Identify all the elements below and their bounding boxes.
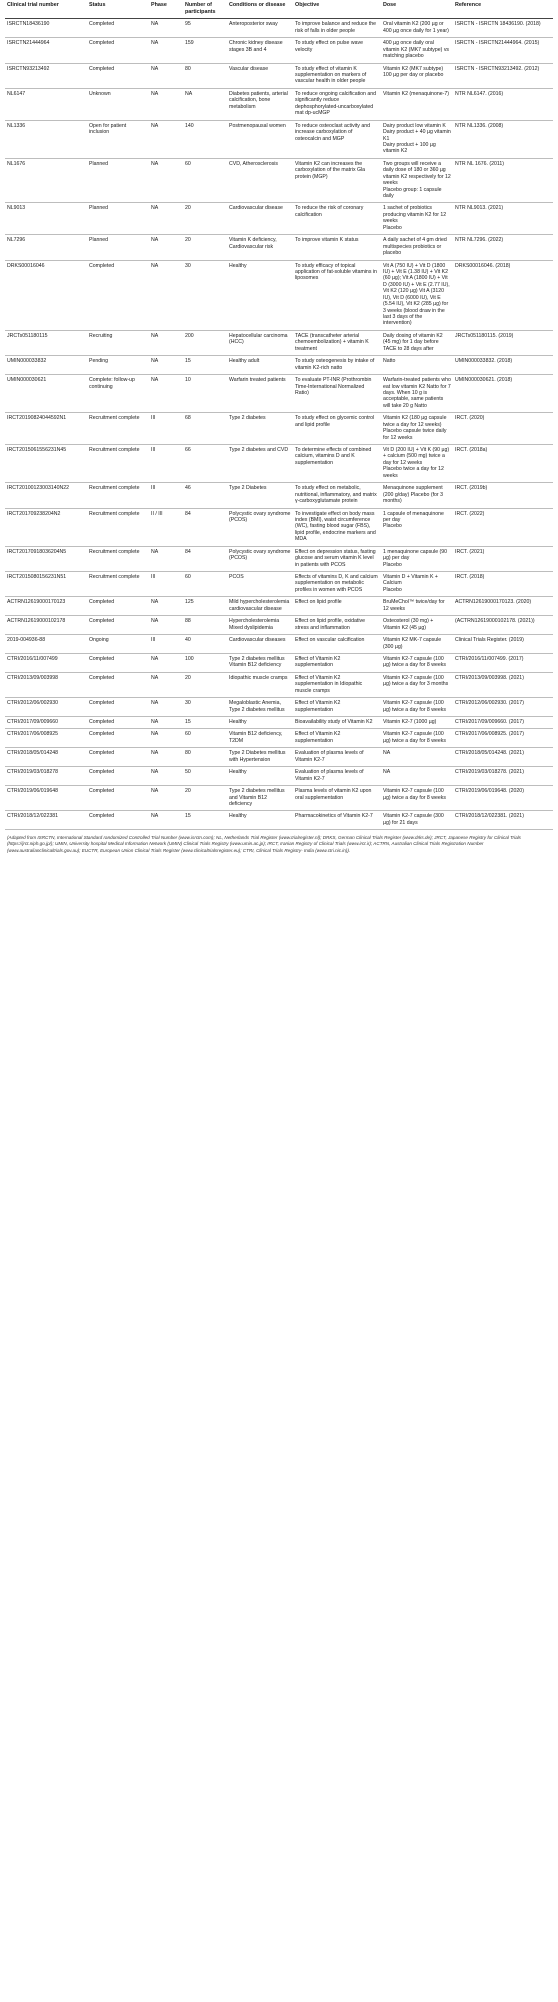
table-cell: Completed bbox=[87, 729, 149, 748]
table-row bbox=[5, 356, 553, 375]
table-cell: NL1676 bbox=[5, 158, 87, 203]
table-cell: NA bbox=[149, 616, 183, 635]
table-cell: UMIN000033832. (2018) bbox=[453, 356, 553, 375]
table-cell: 15 bbox=[183, 717, 227, 729]
table-cell: III bbox=[149, 572, 183, 597]
table-cell: Hypercholesterolemia Mixed dyslipidemia bbox=[227, 616, 293, 635]
table-cell: Warfarin treated patients bbox=[227, 375, 293, 413]
table-cell: 20 bbox=[183, 235, 227, 260]
table-cell: ISRCTN18436190 bbox=[5, 19, 87, 38]
table-row bbox=[5, 120, 553, 158]
table-row bbox=[5, 203, 553, 235]
table-cell: NTR NL7296. (2022) bbox=[453, 235, 553, 260]
table-cell: CTRI/2013/09/003998. (2021) bbox=[453, 672, 553, 697]
table-cell: Megaloblastic Anemia, Type 2 diabetes mellitus bbox=[227, 698, 293, 717]
table-cell: NA bbox=[183, 88, 227, 120]
table-cell: 60 bbox=[183, 158, 227, 203]
table-cell: NTR NL9013. (2021) bbox=[453, 203, 553, 235]
table-cell: IRCT. (2018) bbox=[453, 572, 553, 597]
table-cell: Recruiting bbox=[87, 330, 149, 355]
table-cell: NA bbox=[149, 729, 183, 748]
table-cell: NA bbox=[149, 260, 183, 330]
table-cell: Completed bbox=[87, 260, 149, 330]
table-cell: NA bbox=[149, 38, 183, 63]
table-cell: II / III bbox=[149, 508, 183, 546]
table-cell: (ACTRN12619000102178. (2021)) bbox=[453, 616, 553, 635]
table-cell: IRCT2015080156231N51 bbox=[5, 572, 87, 597]
table-row bbox=[5, 635, 553, 654]
table-cell: 1 capsule of menaquinone per day Placebo bbox=[381, 508, 453, 546]
table-cell: DRKS00016046 bbox=[5, 260, 87, 330]
table-cell: Completed bbox=[87, 767, 149, 786]
table-cell: 20 bbox=[183, 203, 227, 235]
table-cell: Pharmacokinetics of Vitamin K2-7 bbox=[293, 811, 381, 830]
table-cell: Effect on depression status, fasting glucose and serum vitamin K level in patients with PCOS bbox=[293, 546, 381, 571]
table-row bbox=[5, 158, 553, 203]
table-row bbox=[5, 572, 553, 597]
table-cell: Cardiovascular disease bbox=[227, 203, 293, 235]
table-cell: CTRI/2017/09/009660 bbox=[5, 717, 87, 729]
table-row bbox=[5, 330, 553, 355]
table-body bbox=[5, 19, 553, 830]
table-cell: CTRI/2019/03/018278 bbox=[5, 767, 87, 786]
table-cell: 1 menaquinone capsule (90 µg) per day Placebo bbox=[381, 546, 453, 571]
table-cell: NL6147 bbox=[5, 88, 87, 120]
table-cell: UMIN000030621 bbox=[5, 375, 87, 413]
table-cell: CTRI/2018/05/014248. (2021) bbox=[453, 748, 553, 767]
table-cell: CTRI/2012/06/002930. (2017) bbox=[453, 698, 553, 717]
table-cell: To study effect on pulse wave velocity bbox=[293, 38, 381, 63]
table-row bbox=[5, 413, 553, 445]
table-cell: Mild hypercholesterolemia cardiovascular disease bbox=[227, 597, 293, 616]
table-row bbox=[5, 729, 553, 748]
table-cell: Unknown bbox=[87, 88, 149, 120]
table-cell: Vitamin K2-7 capsule (100 µg) twice a day for 8 weeks bbox=[381, 653, 453, 672]
table-cell: 15 bbox=[183, 356, 227, 375]
table-cell: Anteroposterior sway bbox=[227, 19, 293, 38]
table-row bbox=[5, 483, 553, 508]
table-cell: Vitamin B12 deficiency, T2DM bbox=[227, 729, 293, 748]
column-header: Status bbox=[87, 0, 149, 19]
table-cell: Vitamin K2-7 capsule (300 µg) for 21 days bbox=[381, 811, 453, 830]
table-cell: CTRI/2016/11/007499 bbox=[5, 653, 87, 672]
table-cell: To study effect on glycemic control and lipid profile bbox=[293, 413, 381, 445]
table-cell: Vitamin K2 MK-7 capsule (300 µg) bbox=[381, 635, 453, 654]
table-row bbox=[5, 38, 553, 63]
table-cell: To determine effects of combined calcium, vitamins D and K supplementation bbox=[293, 445, 381, 483]
table-cell: NA bbox=[149, 698, 183, 717]
table-cell: NA bbox=[149, 19, 183, 38]
table-cell: 68 bbox=[183, 413, 227, 445]
table-row bbox=[5, 597, 553, 616]
table-cell: ISRCTN93213492 bbox=[5, 63, 87, 88]
table-cell: 84 bbox=[183, 546, 227, 571]
table-cell: Effect of Vitamin K2 supplementation bbox=[293, 653, 381, 672]
table-cell: 60 bbox=[183, 729, 227, 748]
table-cell: Vitamin K2-7 capsule (100 µg) twice a day for 8 weeks bbox=[381, 698, 453, 717]
table-cell: Natto bbox=[381, 356, 453, 375]
column-header: Objective bbox=[293, 0, 381, 19]
table-cell: Completed bbox=[87, 717, 149, 729]
table-cell: CTRI/2012/06/002930 bbox=[5, 698, 87, 717]
table-cell: IRCT. (2020) bbox=[453, 413, 553, 445]
table-cell: 30 bbox=[183, 698, 227, 717]
column-header: Dose bbox=[381, 0, 453, 19]
table-cell: To study effect of vitamin K supplementation on markers of vascular health in older people bbox=[293, 63, 381, 88]
table-cell: Clinical Trials Register. (2019) bbox=[453, 635, 553, 654]
clinical-trials-table bbox=[5, 0, 553, 830]
table-cell: 100 bbox=[183, 653, 227, 672]
table-cell: NA bbox=[149, 597, 183, 616]
table-cell: NA bbox=[149, 546, 183, 571]
table-cell: 60 bbox=[183, 572, 227, 597]
table-cell: NA bbox=[149, 672, 183, 697]
table-cell: 125 bbox=[183, 597, 227, 616]
table-cell: NA bbox=[149, 653, 183, 672]
table-cell: Evaluation of plasma levels of Vitamin K2-7 bbox=[293, 748, 381, 767]
table-cell: Completed bbox=[87, 653, 149, 672]
table-cell: CTRI/2019/06/019648 bbox=[5, 786, 87, 811]
table-cell: Warfarin-treated patients who eat low vitamin K2 Natto for 7 days. When 10 g is acceptable, same patients will take 20 g Natto bbox=[381, 375, 453, 413]
table-cell: To reduce osteoclast activity and increase carboxylation of osteocalcin and MGP bbox=[293, 120, 381, 158]
table-cell: Oral vitamin K2 (200 µg or 400 µg once daily for 1 year) bbox=[381, 19, 453, 38]
table-cell: Effect of Vitamin K2 supplementation in Idiopathic muscle cramps bbox=[293, 672, 381, 697]
table-row bbox=[5, 88, 553, 120]
table-cell: NA bbox=[149, 786, 183, 811]
table-cell: UMIN000033832 bbox=[5, 356, 87, 375]
table-cell: To investigate effect on body mass index (BMI), waist circumference (WC), fasting blood sugar (FBS), lipid profile, endocrine markers and MDA bbox=[293, 508, 381, 546]
table-cell: Hepatocellular carcinoma (HCC) bbox=[227, 330, 293, 355]
table-row bbox=[5, 375, 553, 413]
table-cell: 88 bbox=[183, 616, 227, 635]
table-cell: Recruitment complete bbox=[87, 508, 149, 546]
table-row bbox=[5, 546, 553, 571]
table-cell: NA bbox=[381, 748, 453, 767]
table-cell: 1 sachet of probiotics producing vitamin K2 for 12 weeks Placebo bbox=[381, 203, 453, 235]
table-cell: To study efficacy of topical application of fat-soluble vitamins in liposomes bbox=[293, 260, 381, 330]
table-cell: A daily sachet of 4 gm dried multispecies probiotics or placebo bbox=[381, 235, 453, 260]
table-cell: BruMeChol™ twice/day for 12 weeks bbox=[381, 597, 453, 616]
table-cell: CTRI/2013/09/003998 bbox=[5, 672, 87, 697]
table-cell: 40 bbox=[183, 635, 227, 654]
table-cell: CVD, Atherosclerosis bbox=[227, 158, 293, 203]
table-cell: Vitamin K2-7 capsule (100 µg) twice a day for 8 weeks bbox=[381, 786, 453, 811]
table-cell: Completed bbox=[87, 748, 149, 767]
table-row bbox=[5, 698, 553, 717]
table-cell: Recruitment complete bbox=[87, 445, 149, 483]
table-cell: Healthy bbox=[227, 260, 293, 330]
table-cell: CTRI/2019/03/018278. (2021) bbox=[453, 767, 553, 786]
table-cell: 95 bbox=[183, 19, 227, 38]
table-cell: NA bbox=[149, 767, 183, 786]
table-cell: Vitamin K2 (MK7 subtype) 100 µg per day or placebo bbox=[381, 63, 453, 88]
table-cell: NL7296 bbox=[5, 235, 87, 260]
table-cell: IRCT. (2019b) bbox=[453, 483, 553, 508]
table-cell: NA bbox=[149, 375, 183, 413]
table-cell: III bbox=[149, 413, 183, 445]
table-cell: III bbox=[149, 635, 183, 654]
table-cell: Daily dosing of vitamin K2 (45 mg) for 1 day before TACE to 28 days after bbox=[381, 330, 453, 355]
table-row bbox=[5, 786, 553, 811]
table-cell: 30 bbox=[183, 260, 227, 330]
table-cell: To evaluate PT-INR (Prothrombin Time-International Normalized Ratio) bbox=[293, 375, 381, 413]
table-cell: Ongoing bbox=[87, 635, 149, 654]
table-cell: IRCT201709238204N2 bbox=[5, 508, 87, 546]
table-cell: IRCT. (2021) bbox=[453, 546, 553, 571]
table-row bbox=[5, 672, 553, 697]
table-cell: Menaquinone supplement (200 g/day) Placebo (for 3 months) bbox=[381, 483, 453, 508]
table-cell: JRCTs051180115. (2019) bbox=[453, 330, 553, 355]
table-cell: Recruitment complete bbox=[87, 546, 149, 571]
table-cell: Vit A (750 IU) + Vit D (1800 IU) + Vit E (1.38 IU) + Vit K2 (60 µg); Vit A (1800 IU) + Vit D (3000 IU) + Vit E (2.77 IU), Vit K2 (120 µg) Vit A (3120 IU), Vit D (6000 IU), Vit E (5.54 IU), Vit K2 (285 µg) for 3 weeks (blood draw in the last 3 days of the intervention) bbox=[381, 260, 453, 330]
table-cell: Open for patient inclusion bbox=[87, 120, 149, 158]
header-row bbox=[5, 0, 553, 19]
table-cell: Completed bbox=[87, 698, 149, 717]
table-cell: Completed bbox=[87, 811, 149, 830]
table-cell: NA bbox=[149, 717, 183, 729]
table-row bbox=[5, 748, 553, 767]
table-row bbox=[5, 235, 553, 260]
table-cell: CTRI/2017/06/008925. (2017) bbox=[453, 729, 553, 748]
table-cell: Osteosterol (30 mg) + Vitamin K2 (45 µg) bbox=[381, 616, 453, 635]
table-cell: IRCT20100123003140N22 bbox=[5, 483, 87, 508]
table-cell: Vit D (200 IU) + Vit K (90 µg) + calcium (500 mg) twice a day for 12 weeks Placebo twice a day for 12 weeks bbox=[381, 445, 453, 483]
table-cell: Effect on vascular calcification bbox=[293, 635, 381, 654]
table-cell: ISRCTN - ISRCTN 18436190. (2018) bbox=[453, 19, 553, 38]
table-cell: NTR NL 1676. (2011) bbox=[453, 158, 553, 203]
table-cell: Plasma levels of vitamin K2 upon oral supplementation bbox=[293, 786, 381, 811]
table-cell: NA bbox=[149, 63, 183, 88]
table-cell: Healthy bbox=[227, 767, 293, 786]
table-cell: 159 bbox=[183, 38, 227, 63]
table-cell: NA bbox=[149, 356, 183, 375]
table-cell: CTRI/2017/09/009660. (2017) bbox=[453, 717, 553, 729]
table-row bbox=[5, 63, 553, 88]
table-cell: NA bbox=[149, 235, 183, 260]
table-cell: Pending bbox=[87, 356, 149, 375]
table-cell: Effect on lipid profile bbox=[293, 597, 381, 616]
table-cell: Type 2 diabetes mellitus Vitamin B12 deficiency bbox=[227, 653, 293, 672]
table-cell: Type 2 diabetes bbox=[227, 413, 293, 445]
table-cell: 200 bbox=[183, 330, 227, 355]
table-cell: NL1336 bbox=[5, 120, 87, 158]
table-cell: JRCTs051180115 bbox=[5, 330, 87, 355]
table-cell: NTR NL1336. (2008) bbox=[453, 120, 553, 158]
table-cell: PCOS bbox=[227, 572, 293, 597]
table-cell: Completed bbox=[87, 616, 149, 635]
table-cell: Polycystic ovary syndrome (PCOS) bbox=[227, 508, 293, 546]
table-cell: 400 µg once daily oral vitamin K2 (MK7 subtype) vs matching placebo bbox=[381, 38, 453, 63]
column-header: Number of participants bbox=[183, 0, 227, 19]
table-cell: Postmenopausal women bbox=[227, 120, 293, 158]
table-cell: Type 2 Diabetes bbox=[227, 483, 293, 508]
table-cell: Recruitment complete bbox=[87, 572, 149, 597]
table-cell: 10 bbox=[183, 375, 227, 413]
table-cell: NTR NL6147. (2016) bbox=[453, 88, 553, 120]
table-cell: 15 bbox=[183, 811, 227, 830]
table-row bbox=[5, 19, 553, 38]
table-cell: Healthy adult bbox=[227, 356, 293, 375]
table-cell: Completed bbox=[87, 19, 149, 38]
table-row bbox=[5, 653, 553, 672]
table-cell: Vitamin K2-7 capsule (100 µg) twice a day for 3 months bbox=[381, 672, 453, 697]
table-cell: Vitamin K2 can increases the carboxylation of the matrix Gla protein (MGP) bbox=[293, 158, 381, 203]
table-cell: To improve vitamin K status bbox=[293, 235, 381, 260]
table-cell: NL9013 bbox=[5, 203, 87, 235]
table-cell: Effects of vitamins D, K and calcium supplementation on metabolic profiles in women with PCOS bbox=[293, 572, 381, 597]
table-cell: To study osteogenesis by intake of vitamin K2-rich natto bbox=[293, 356, 381, 375]
table-footnote: (Adapted from ISRCTN, International Standard randomized Controlled Trial Number (www.isrctn.com); NL, Netherlands Trial Register (www.trialregister.nl); DRKS, German Clinical Trials Register (www.drks.de); JRCT, Japanese Registry for Clinical Trials (https://jrct.niph.go.jp/); UMIN, University hospital Medical Information Network (UMIN) Clinical Trials Registry (www.umin.ac.jp); IRCT, Iranian Registry of Clinical Trials (www.irct.ir); ACTRN, Australian Clinical Trials Registration Number (www.australianclinicaltrials.gov.au); EUCTR, European Union Clinical Trials Register (www.clinicaltrialsregister.eu); CTRI, Clinical Trials Registry- India (www.ctri.nic.in)). bbox=[7, 835, 521, 853]
table-cell: Dairy product low vitamin K Dairy product + 40 µg vitamin K1 Dairy product + 100 µg vitamin K2 bbox=[381, 120, 453, 158]
table-cell: Completed bbox=[87, 597, 149, 616]
table-cell: Healthy bbox=[227, 811, 293, 830]
table-cell: CTRI/2018/12/022381 bbox=[5, 811, 87, 830]
table-row bbox=[5, 508, 553, 546]
table-cell: Vitamin K2 (180 µg capsule twice a day for 12 weeks) Placebo capsule twice daily for 12 weeks bbox=[381, 413, 453, 445]
table-cell: ACTRN12619000102178 bbox=[5, 616, 87, 635]
table-cell: CTRI/2017/06/008925 bbox=[5, 729, 87, 748]
table-header bbox=[5, 0, 553, 19]
table-cell: To study effect on metabolic, nutritional, inflammatory, and matrix γ-carboxyglutamate protein bbox=[293, 483, 381, 508]
table-cell: 20 bbox=[183, 672, 227, 697]
table-cell: TACE (transcatheter arterial chemoembolization) + vitamin K treatment bbox=[293, 330, 381, 355]
table-cell: 20 bbox=[183, 786, 227, 811]
table-cell: NA bbox=[149, 748, 183, 767]
table-row bbox=[5, 767, 553, 786]
trials-table-container bbox=[5, 0, 553, 854]
table-cell: ISRCTN21444964 bbox=[5, 38, 87, 63]
table-cell: IRCT. (2022) bbox=[453, 508, 553, 546]
table-cell: Chronic kidney disease stages 3B and 4 bbox=[227, 38, 293, 63]
table-cell: 2019-004936-88 bbox=[5, 635, 87, 654]
table-cell: CTRI/2016/11/007499. (2017) bbox=[453, 653, 553, 672]
table-row bbox=[5, 260, 553, 330]
table-cell: ISRCTN - ISRCTN21444964. (2015) bbox=[453, 38, 553, 63]
table-cell: ACTRN12619000170123 bbox=[5, 597, 87, 616]
table-cell: IRCT20190824044592N1 bbox=[5, 413, 87, 445]
table-cell: ACTRN12619000170123. (2020) bbox=[453, 597, 553, 616]
table-cell: Type 2 diabetes and CVD bbox=[227, 445, 293, 483]
table-cell: III bbox=[149, 445, 183, 483]
column-header: Clinical trial number bbox=[5, 0, 87, 19]
table-cell: IRCT20170918036204N5 bbox=[5, 546, 87, 571]
table-cell: Cardiovascular diseases bbox=[227, 635, 293, 654]
table-cell: Vitamin K2-7 (1000 µg) bbox=[381, 717, 453, 729]
table-cell: Effect on lipid profile, oxidative stress and inflammation bbox=[293, 616, 381, 635]
table-cell: Polycystic ovary syndrome (PCOS) bbox=[227, 546, 293, 571]
table-cell: Idiopathic muscle cramps bbox=[227, 672, 293, 697]
table-row bbox=[5, 616, 553, 635]
table-cell: NA bbox=[149, 203, 183, 235]
table-cell: To reduce the risk of coronary calcification bbox=[293, 203, 381, 235]
table-cell: Complete: follow-up continuing bbox=[87, 375, 149, 413]
table-row bbox=[5, 445, 553, 483]
table-cell: Bioavailability study of Vitamin K2 bbox=[293, 717, 381, 729]
table-cell: NA bbox=[149, 88, 183, 120]
table-cell: 50 bbox=[183, 767, 227, 786]
table-cell: Diabetes patients, arterial calcification, bone metabolism bbox=[227, 88, 293, 120]
table-cell: 84 bbox=[183, 508, 227, 546]
table-cell: Vitamin K2-7 capsule (100 µg) twice a day for 8 weeks bbox=[381, 729, 453, 748]
table-cell: CTRI/2018/05/014248 bbox=[5, 748, 87, 767]
table-cell: Evaluation of plasma levels of Vitamin K2-7 bbox=[293, 767, 381, 786]
table-cell: Completed bbox=[87, 63, 149, 88]
table-cell: NA bbox=[149, 158, 183, 203]
table-cell: Type 2 diabetes mellitus and Vitamin B12 deficiency bbox=[227, 786, 293, 811]
table-cell: 46 bbox=[183, 483, 227, 508]
column-header: Reference bbox=[453, 0, 553, 19]
table-cell: To reduce ongoing calcification and significantly reduce dephosphorylated-uncarboxylated mat dp-ucMGP bbox=[293, 88, 381, 120]
table-cell: 80 bbox=[183, 748, 227, 767]
table-cell: Completed bbox=[87, 786, 149, 811]
table-cell: III bbox=[149, 483, 183, 508]
table-cell: UMIN000030621. (2018) bbox=[453, 375, 553, 413]
table-cell: Planned bbox=[87, 203, 149, 235]
table-row bbox=[5, 811, 553, 830]
column-header: Conditions or disease bbox=[227, 0, 293, 19]
table-cell: CTRI/2018/12/022381. (2021) bbox=[453, 811, 553, 830]
table-cell: IRCT. (2018a) bbox=[453, 445, 553, 483]
table-cell: Healthy bbox=[227, 717, 293, 729]
table-cell: 140 bbox=[183, 120, 227, 158]
table-cell: NA bbox=[149, 330, 183, 355]
table-cell: IRCT2015061556231N45 bbox=[5, 445, 87, 483]
table-cell: Vitamin K2 (menaquinone-7) bbox=[381, 88, 453, 120]
table-cell: Planned bbox=[87, 158, 149, 203]
table-cell: Recruitment complete bbox=[87, 413, 149, 445]
table-cell: To improve balance and reduce the risk of falls in older people bbox=[293, 19, 381, 38]
table-cell: Vitamin K deficiency, Cardiovascular risk bbox=[227, 235, 293, 260]
table-cell: NA bbox=[381, 767, 453, 786]
table-cell: DRKS00016046. (2018) bbox=[453, 260, 553, 330]
table-cell: Recruitment complete bbox=[87, 483, 149, 508]
table-cell: CTRI/2019/06/019648. (2020) bbox=[453, 786, 553, 811]
table-cell: NA bbox=[149, 811, 183, 830]
table-cell: Completed bbox=[87, 38, 149, 63]
table-cell: ISRCTN - ISRCTN93213492. (2012) bbox=[453, 63, 553, 88]
table-cell: Two groups will receive a daily dose of 180 or 360 µg vitamin K2 respectively for 12 weeks Placebo group: 1 capsule daily bbox=[381, 158, 453, 203]
table-cell: Vascular disease bbox=[227, 63, 293, 88]
table-cell: Effect of Vitamin K2 supplementation bbox=[293, 698, 381, 717]
table-row bbox=[5, 717, 553, 729]
table-cell: Planned bbox=[87, 235, 149, 260]
table-cell: Effect of Vitamin K2 supplementation bbox=[293, 729, 381, 748]
table-cell: 66 bbox=[183, 445, 227, 483]
column-header: Phase bbox=[149, 0, 183, 19]
table-cell: Type 2 Diabetes mellitus with Hypertension bbox=[227, 748, 293, 767]
table-cell: 80 bbox=[183, 63, 227, 88]
table-cell: Completed bbox=[87, 672, 149, 697]
table-cell: Vitamin D + Vitamin K + Calcium Placebo bbox=[381, 572, 453, 597]
table-cell: NA bbox=[149, 120, 183, 158]
